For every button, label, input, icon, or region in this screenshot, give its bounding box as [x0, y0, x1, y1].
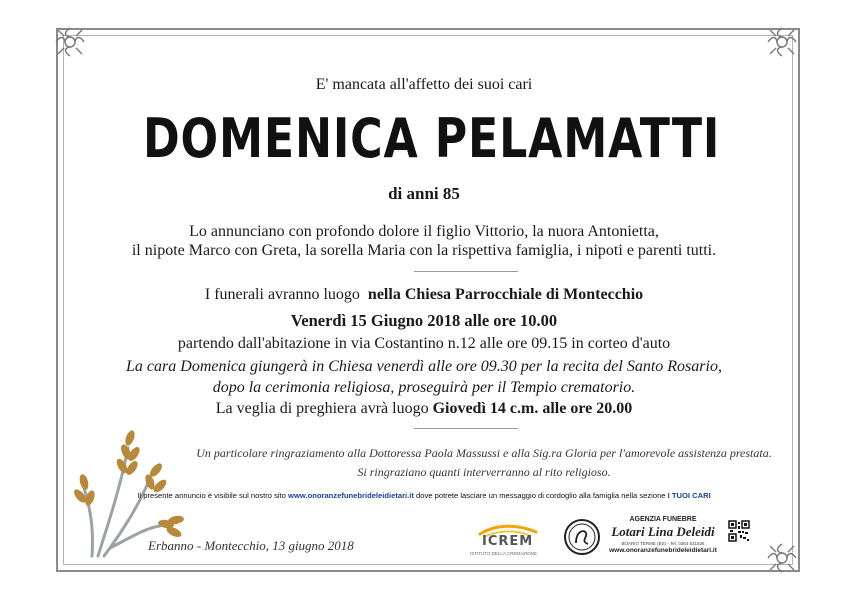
funeral-date: Venerdì 15 Giugno 2018 alle ore 10.00: [290, 311, 558, 330]
departure-text: partendo dall'abitazione in via Costantino n.12 alle ore 09.15 in corteo d'auto: [177, 335, 671, 352]
age-text: di anni 85: [388, 184, 460, 203]
agency-block: [604, 516, 722, 554]
agency-title: AGENZIA FUNEBRE: [629, 516, 697, 523]
intro-text: E' mancata all'affetto dei suoi cari: [315, 76, 533, 93]
announcement-line: il nipote Marco con Greta, la sorella Maria con la rispettiva famiglia, i nipoti e parenti tutti.: [131, 242, 717, 259]
funeral-prefix: I funerali avranno luogo: [204, 286, 360, 303]
funeral-location: [0, 286, 848, 304]
agency-address: BOARIO TERME (BS) - Tel. 0364 531536: [621, 541, 705, 546]
divider: [414, 428, 518, 429]
corner-ornament-bottom-right-icon: [764, 540, 800, 576]
online-prefix: Il presente annuncio è visibile sul nostro sito: [137, 491, 286, 500]
wheat-ears-icon: [70, 408, 190, 558]
qr-code-icon[interactable]: [728, 520, 750, 542]
vigil-text: [0, 400, 848, 418]
announcement-line: Lo annunciano con profondo dolore il figlio Vittorio, la nuora Antonietta,: [189, 223, 659, 240]
announcement: [0, 222, 848, 260]
deceased-name: DOMENICA PELAMATTI: [142, 107, 721, 170]
corner-ornament-top-right-icon: [764, 24, 800, 60]
website-link[interactable]: www.onoranzefunebrideleidietari.it: [288, 491, 414, 500]
online-middle: dove potrete lasciare un messaggio di cordoglio alla famiglia nella sezione: [416, 491, 666, 500]
rosary-line: dopo la cerimonia religiosa, proseguirà per il Tempio crematorio.: [212, 379, 636, 396]
rosary-line: La cara Domenica giungerà in Chiesa venerdì alle ore 09.30 per la recita del Santo Rosario,: [126, 358, 722, 375]
vigil-prefix: La veglia di preghiera avrà luogo: [215, 400, 429, 417]
funeral-place: nella Chiesa Parrocchiale di Montecchio: [367, 286, 644, 303]
thanks-line: Si ringraziano quanti interverranno al rito religioso.: [357, 465, 611, 479]
divider: [414, 271, 518, 272]
online-notice: [0, 491, 848, 500]
thanks-line: Un particolare ringraziamento alla Dottoressa Paola Massussi e alla Sig.ra Gloria per l'amorevole assistenza prestata.: [196, 446, 772, 460]
section-link[interactable]: I TUOI CARI: [667, 491, 711, 500]
thanks-text: [60, 444, 848, 482]
place-date: Erbanno - Montecchio, 13 giugno 2018: [148, 538, 354, 553]
corner-ornament-top-left-icon: [52, 24, 88, 60]
icrem-tagline: ISTITUTO DELLA CREMAZIONE: [470, 551, 537, 556]
agency-website[interactable]: www.onoranzefunebrideleidietari.it: [609, 547, 717, 554]
icrem-name: ICREM: [482, 534, 534, 549]
agency-name: Lotari Lina Deleidi: [611, 524, 715, 539]
agency-seal-icon: [562, 517, 602, 557]
vigil-time: Giovedì 14 c.m. alle ore 20.00: [432, 400, 633, 417]
rosary-text: [0, 356, 848, 398]
